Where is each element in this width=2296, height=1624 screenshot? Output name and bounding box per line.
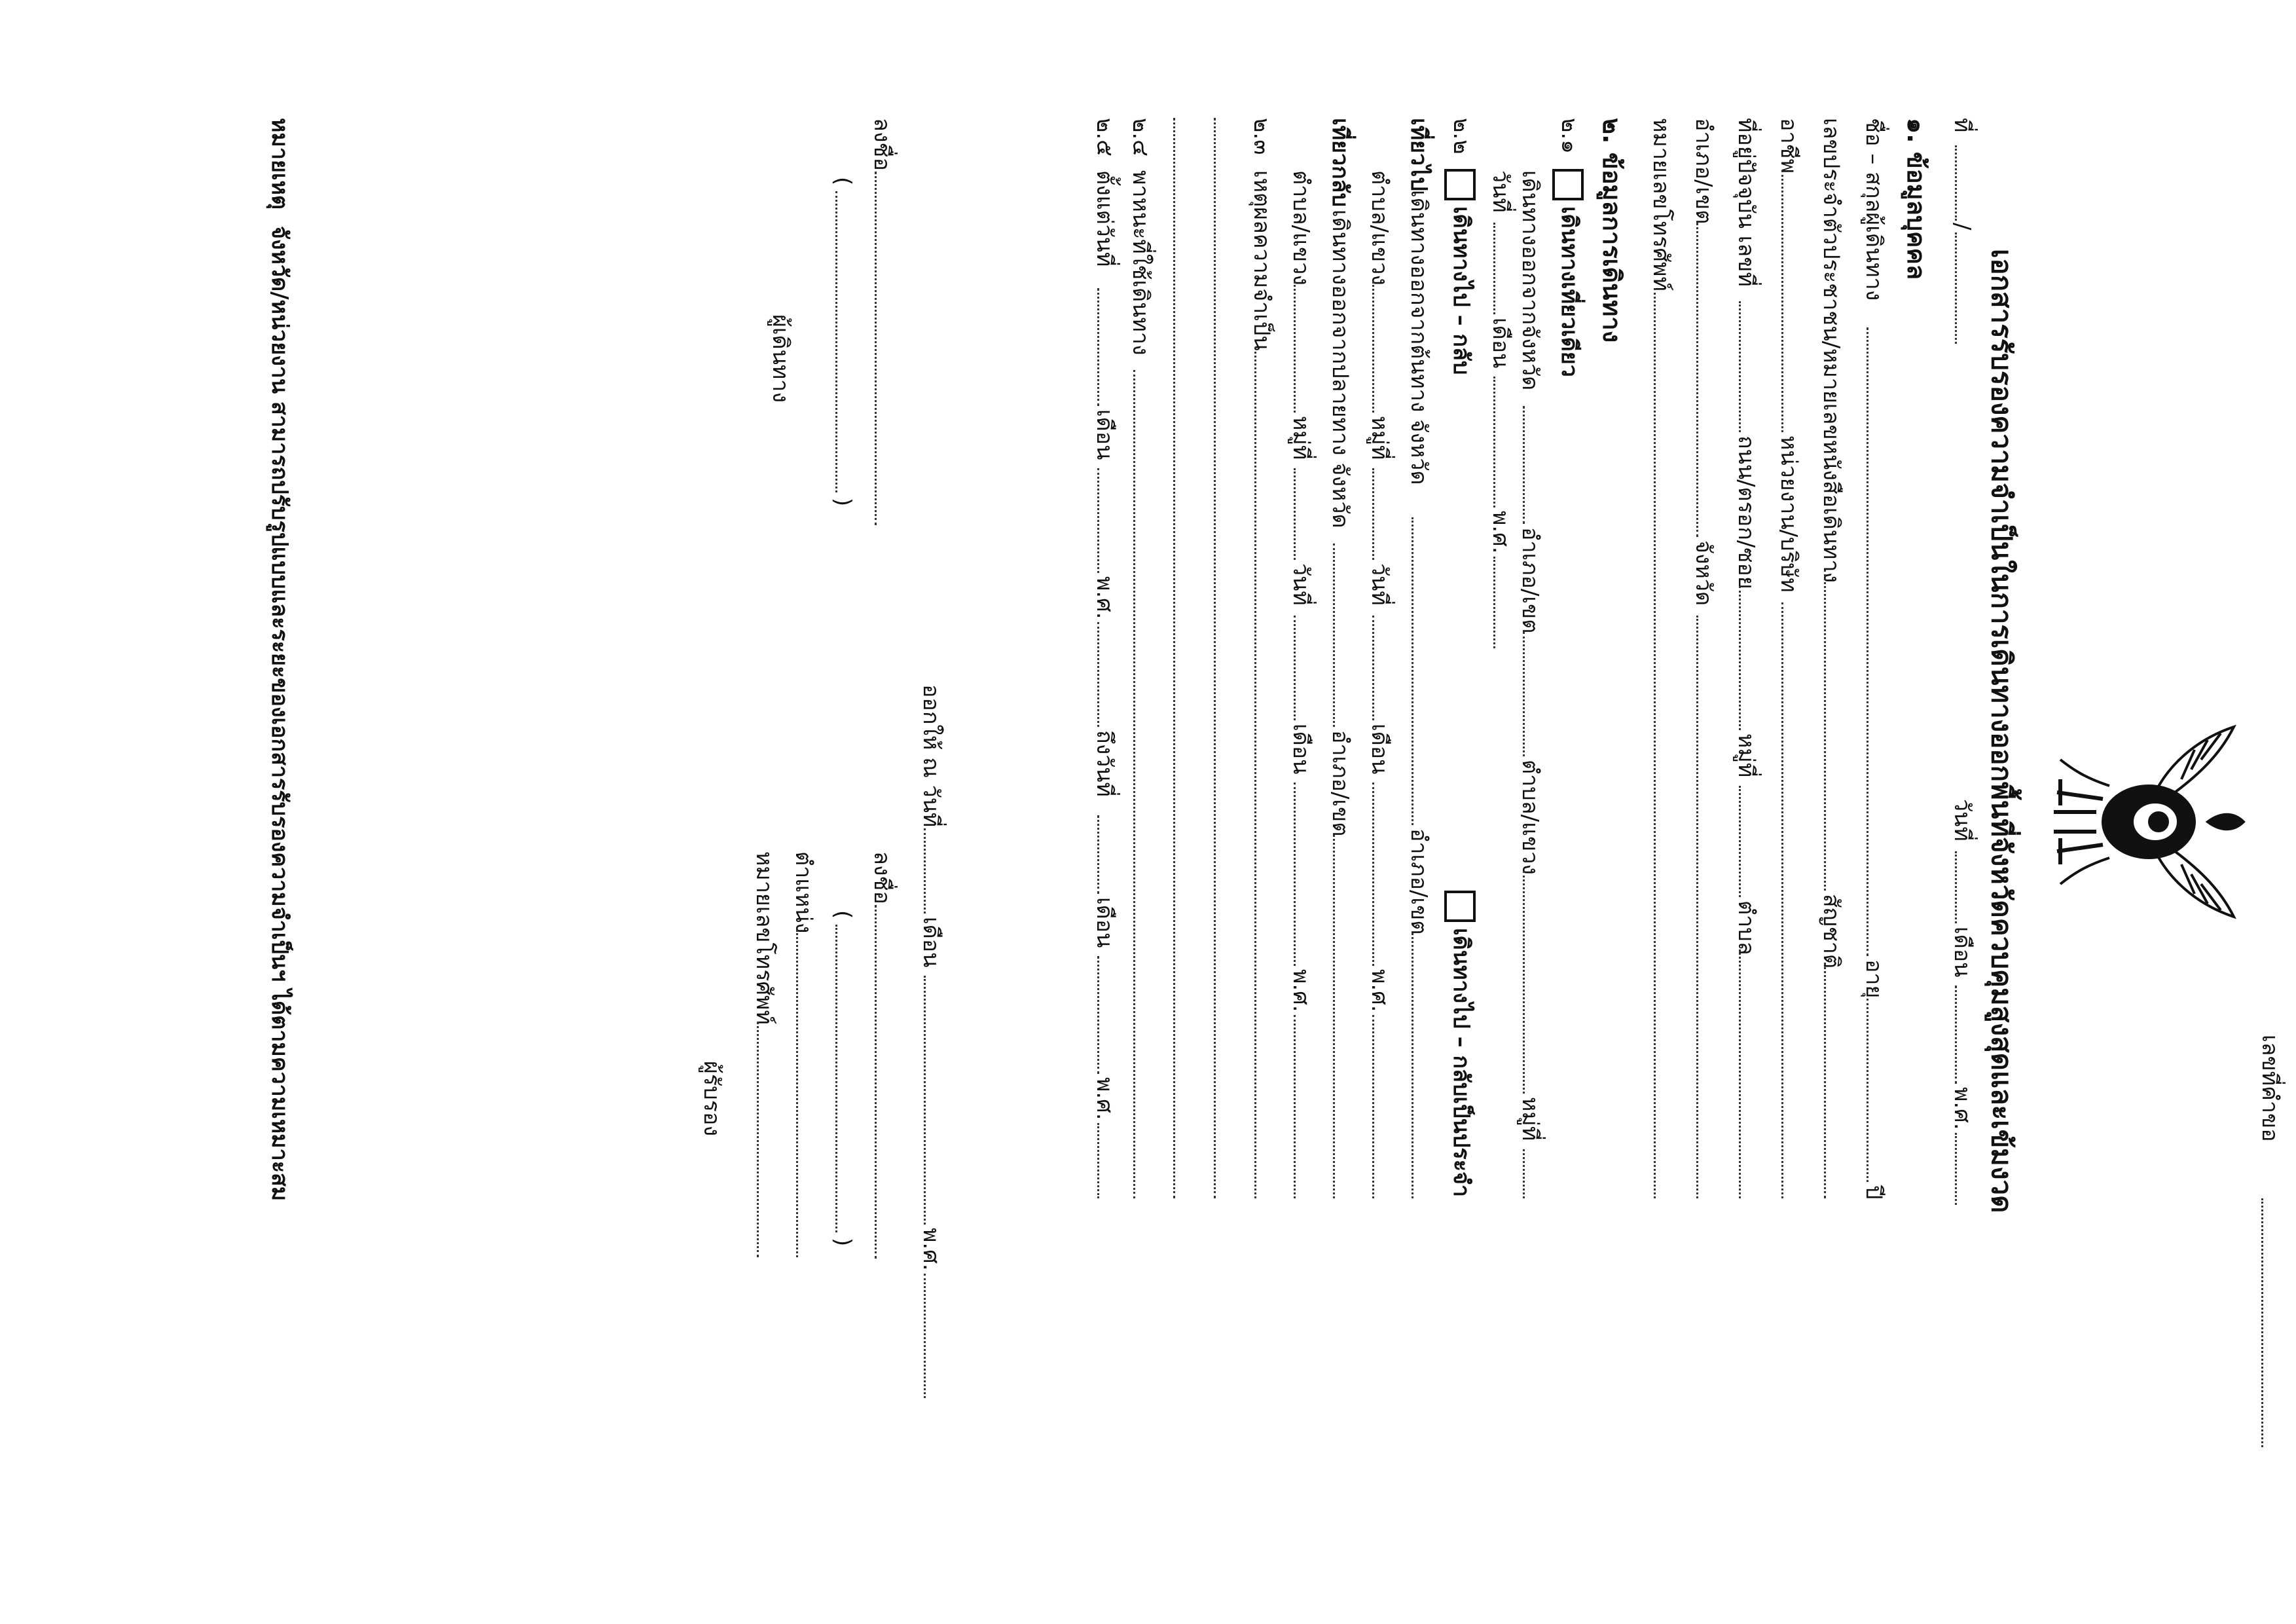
header-year-label: พ.ศ. [1949,1087,1975,1130]
address-province-label: จังหวัด [1690,540,1717,606]
address-amphoe-label: อำเภอ/เขต [1690,118,1717,225]
return-amphoe-label: อำเภอ/เขต [1327,730,1353,837]
validity-from-month-label: เดือน [1091,409,1118,460]
validity-to-year-label: พ.ศ. [1091,1077,1118,1120]
footnote-text: จังหวัด/หน่วยงาน สามารถปรับรูปแบบและระยะของเอกสารรับรองความจำเป็นฯ ได้ตามความเหมาะสม [266,226,293,1202]
go-date-label: วันที่ [1366,563,1393,606]
header-date-line[interactable] [1955,851,1957,923]
address-moo-line[interactable] [1739,786,1741,897]
address-label: ที่อยู่ปัจจุบัน เลขที่ [1733,118,1759,287]
certifier-phone-label: หมายเลขโทรศัพท์ [751,851,777,1025]
traveler-sign-label: ลงชื่อ [869,118,895,171]
go-date-line[interactable] [1372,616,1374,720]
section1-heading: ๑. ข้อมูลบุคคล [1902,118,1931,280]
one-way-tambon-label: ตำบล/แขวง [1517,760,1543,875]
certifier-position-line[interactable] [796,930,798,1257]
validity-to-month-line[interactable] [1097,956,1099,1074]
round-trip-label: เดินทางไป – กลับ [1448,206,1474,375]
one-way-tambon-line[interactable] [1523,871,1525,1094]
one-way-year-line[interactable] [1493,557,1495,648]
traveler-name-open: ( [829,177,856,186]
go-moo-label: หมู่ที่ [1366,416,1393,460]
return-moo-label: หมู่ที่ [1288,416,1314,460]
reason-line-1[interactable] [1254,347,1256,1198]
one-way-year-label: พ.ศ. [1487,511,1514,554]
go-month-label: เดือน [1366,724,1393,775]
round-trip-number: ๒.๒ [1448,118,1474,155]
id-line[interactable] [1824,570,1826,891]
certifier-phone-line[interactable] [757,1022,759,1257]
address-province-line[interactable] [1696,616,1698,1198]
occupation-line[interactable] [1781,170,1783,432]
id-label: เลขประจำตัวประชาชน/หมายเลขหนังสือเดินทาง [1818,118,1844,583]
regular-trip-checkbox[interactable] [1444,891,1476,922]
vehicle-line[interactable] [1133,370,1135,1198]
certifier-name-close: ) [829,1238,856,1247]
issued-year-label: พ.ศ. [918,1228,944,1271]
go-amphoe-line[interactable] [1412,933,1413,1198]
return-moo-line[interactable] [1294,468,1296,560]
return-trip-label: เที่ยวกลับ [1327,118,1353,208]
return-month-line[interactable] [1294,783,1296,966]
header-date-label: วันที่ [1949,799,1975,841]
name-label: ชื่อ – สกุลผู้เดินทาง [1861,118,1887,301]
vehicle-number: ๒.๔ [1127,118,1154,157]
nationality-line[interactable] [1824,963,1826,1198]
address-amphoe-line[interactable] [1696,223,1698,537]
validity-to-month-label: เดือน [1091,897,1118,948]
phone-line[interactable] [1654,288,1656,1198]
reason-label: เหตุผลความจำเป็น [1248,170,1275,351]
certifier-sign-label: ลงชื่อ [869,851,895,904]
issued-month-label: เดือน [918,917,944,968]
address-moo-label: หมู่ที่ [1733,733,1759,778]
go-year-line[interactable] [1372,1015,1374,1198]
certifier-name-line[interactable] [835,925,837,1232]
one-way-amphoe-line[interactable] [1523,632,1525,756]
address-tambon-line[interactable] [1739,950,1741,1198]
document-title: เอกสารรับรองความจำเป็นในการเดินทางออกพื้นที่จังหวัดควบคุมสูงสุดและเข้มงวด [1986,249,2018,1213]
road-line[interactable] [1739,586,1741,730]
traveler-role: ผู้เดินทาง [767,314,793,403]
certifier-position-label: ตำแหน่ง [790,851,816,934]
go-trip-desc: เดินทางออกจากต้นทาง จังหวัด [1406,190,1432,485]
one-way-checkbox[interactable] [1552,169,1584,200]
issued-date-line[interactable] [924,828,926,913]
issued-year-line[interactable] [924,1274,926,1398]
one-way-date-label: วันที่ [1487,170,1514,213]
ref-number-line[interactable] [2261,1198,2263,1447]
go-year-label: พ.ศ. [1366,969,1393,1012]
traveler-name-close: ) [829,498,856,507]
name-line[interactable] [1867,327,1868,956]
go-tambon-line[interactable] [1372,282,1374,413]
document-no-label: ที่ [1949,118,1975,133]
validity-from-month-line[interactable] [1097,468,1099,573]
validity-from-year-label: พ.ศ. [1091,576,1118,619]
validity-to-date-line[interactable] [1097,815,1099,894]
return-year-line[interactable] [1294,1015,1296,1198]
go-province-line[interactable] [1412,517,1413,825]
address-tambon-label: ตำบล [1733,900,1759,955]
footnote-label: หมายเหตุ [266,118,293,210]
nationality-label: สัญชาติ [1818,894,1844,969]
certifier-name-open: ( [829,910,856,919]
age-line[interactable] [1867,999,1868,1182]
return-tambon-label: ตำบล/แขวง [1288,170,1314,286]
one-way-desc: เดินทางออกจากจังหวัด [1517,170,1543,391]
header-month-line[interactable] [1955,986,1957,1084]
age-label: อายุ [1861,959,1887,999]
header-year-line[interactable] [1955,1133,1957,1205]
certifier-sign-line[interactable] [875,905,877,1259]
reason-line-3[interactable] [1173,118,1175,1198]
return-year-label: พ.ศ. [1288,969,1314,1012]
go-moo-line[interactable] [1372,468,1374,560]
return-trip-desc: เดินทางออกจากปลายทาง จังหวัด [1327,210,1353,528]
document-no-line[interactable] [1955,145,1957,221]
one-way-month-line[interactable] [1493,377,1495,507]
phone-label: หมายเลขโทรศัพท์ [1648,118,1674,291]
one-way-date-line[interactable] [1493,223,1495,314]
workplace-line[interactable] [1781,602,1783,1198]
issued-month-line[interactable] [924,976,926,1225]
vehicle-label: พาหนะที่ใช้เดินทาง [1127,170,1154,356]
return-tambon-line[interactable] [1294,282,1296,413]
traveler-name-line[interactable] [835,191,837,492]
document-no-line-2[interactable] [1955,232,1957,344]
reason-line-2[interactable] [1214,118,1216,1198]
validity-from-label: ตั้งแต่วันที่ [1091,170,1118,267]
road-label: ถนน/ตรอก/ซอย [1733,435,1759,589]
return-date-label: วันที่ [1288,563,1314,606]
go-trip-label: เที่ยวไป [1406,118,1432,191]
certifier-role: ผู้รับรอง [699,1061,725,1137]
validity-to-label: ถึงวันที่ [1091,730,1118,797]
return-amphoe-line[interactable] [1333,835,1335,1198]
address-no-line[interactable] [1739,301,1741,432]
go-tambon-label: ตำบล/แขวง [1366,170,1393,286]
occupation-label: อาชีพ [1776,118,1802,174]
one-way-moo-line[interactable] [1523,1149,1525,1198]
validity-from-year-line[interactable] [1097,622,1099,727]
ref-number-label: เลขที่คำขอ [2257,1035,2283,1142]
return-date-line[interactable] [1294,616,1296,720]
validity-number: ๒.๕ [1091,118,1118,157]
validity-from-date-line[interactable] [1097,288,1099,406]
header-month-label: เดือน [1949,927,1975,978]
traveler-sign-line[interactable] [875,172,877,525]
section2-heading: ๒. ข้อมูลการเดินทาง [1597,118,1626,343]
one-way-number: ๒.๑ [1556,118,1582,154]
reason-number: ๒.๓ [1248,118,1275,155]
garuda-emblem-icon [2050,714,2247,930]
issued-label: ออกให้ ณ วันที่ [918,684,944,828]
regular-trip-label: เดินทางไป – กลับเป็นประจำ [1448,928,1474,1197]
one-way-province-line[interactable] [1523,406,1525,524]
return-province-line[interactable] [1333,544,1335,727]
go-amphoe-label: อำเภอ/เขต [1406,828,1432,935]
age-unit: ปี [1861,1185,1887,1200]
validity-to-year-line[interactable] [1097,1123,1099,1198]
round-trip-checkbox[interactable] [1444,169,1476,200]
return-month-label: เดือน [1288,724,1314,775]
one-way-label: เดินทางเที่ยวเดียว [1556,206,1582,377]
one-way-amphoe-label: อำเภอ/เขต [1517,527,1543,634]
one-way-moo-label: หมู่ที่ [1517,1097,1543,1141]
workplace-label: หน่วยงาน/บริษัท [1776,435,1802,593]
one-way-month-label: เดือน [1487,318,1514,369]
document-no-slash: / [1949,223,1975,231]
go-month-line[interactable] [1372,783,1374,966]
